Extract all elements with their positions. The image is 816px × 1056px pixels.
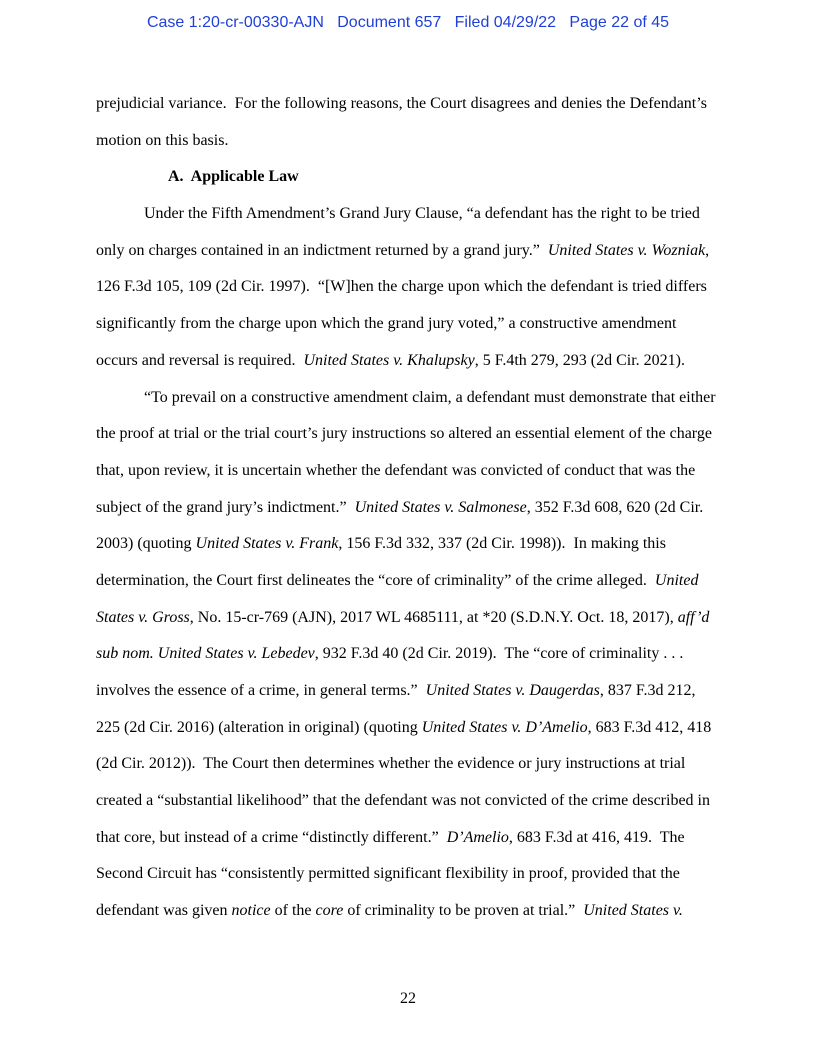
text-run: 225 (2d Cir. 2016) (alteration in original) (quoting: [96, 718, 422, 736]
document-number: Document 657: [337, 14, 442, 31]
text-run: only on charges contained in an indictment returned by a grand jury.”: [96, 241, 548, 259]
body-line: [96, 380, 720, 417]
text-run: (2d Cir. 2012)). The Court then determines whether the evidence or jury instructions at trial: [96, 755, 686, 773]
citation-italic: United States v. Wozniak: [547, 241, 706, 259]
citation-italic: United States v. Salmonese: [354, 498, 527, 516]
citation-italic: sub nom. United States v. Lebedev: [96, 645, 315, 663]
body-line: [96, 233, 720, 270]
body-line: [96, 636, 720, 673]
text-run: Second Circuit has “consistently permitted significant flexibility in proof, provided that the: [96, 865, 680, 883]
body-line: [96, 306, 720, 343]
paragraph-2: [96, 380, 720, 930]
body-line: [96, 453, 720, 490]
document-body: [96, 86, 720, 930]
body-line: [96, 820, 720, 857]
text-run: created a “substantial likelihood” that the defendant was not convicted of the crime described in: [96, 792, 710, 810]
text-run: 126 F.3d 105, 109 (2d Cir. 1997). “[W]hen the charge upon which the defendant is tried differs: [96, 278, 707, 296]
page-number: 22: [400, 990, 416, 1007]
body-line: [96, 856, 720, 893]
body-line: [96, 490, 720, 527]
citation-italic: United States v. Daugerdas: [425, 682, 600, 699]
text-run: , 837 F.3d 212,: [599, 682, 696, 699]
body-line: prejudicial variance. For the following reasons, the Court disagrees and denies the Defendant’s: [96, 95, 707, 112]
text-run: , No. 15-cr-769 (AJN), 2017 WL 4685111, at *20 (S.D.N.Y. Oct. 18, 2017),: [189, 608, 678, 626]
text-run: determination, the Court first delineates the “core of criminality” of the crime alleged.: [96, 571, 655, 589]
body-line: [96, 600, 720, 637]
citation-italic: core: [315, 902, 344, 920]
text-run: involves the essence of a crime, in general terms.”: [96, 682, 426, 699]
body-line: [96, 710, 720, 747]
body-line: [96, 746, 720, 783]
text-run: occurs and reversal is required.: [96, 351, 304, 369]
text-run: “To prevail on a constructive amendment claim, a defendant must demonstrate that either: [144, 388, 716, 406]
text-run: that core, but instead of a crime “distinctly different.”: [96, 828, 447, 846]
text-run: Under the Fifth Amendment’s Grand Jury Clause, “a defendant has the right to be tried: [144, 205, 700, 223]
citation-italic: D’Amelio: [446, 828, 509, 846]
body-line: motion on this basis.: [96, 131, 229, 149]
text-run: 2003) (quoting: [96, 535, 196, 553]
text-run: , 5 F.4th 279, 293 (2d Cir. 2021).: [474, 351, 685, 369]
text-run: that, upon review, it is uncertain whether the defendant was convicted of conduct that was the: [96, 461, 696, 479]
citation-italic: aff’d: [677, 608, 710, 626]
paragraph-1: [96, 196, 720, 379]
text-run: defendant was given: [96, 902, 232, 920]
text-run: of criminality to be proven at trial.”: [343, 902, 584, 920]
body-line: [96, 343, 720, 380]
text-run: of the: [270, 902, 316, 920]
case-number: Case 1:20-cr-00330-AJN: [146, 14, 324, 31]
text-run: , 683 F.3d 412, 418: [587, 718, 712, 736]
text-run: , 683 F.3d at 416, 419. The: [508, 828, 685, 846]
body-line: [96, 893, 720, 930]
text-run: , 932 F.3d 40 (2d Cir. 2019). The “core of criminality . . .: [314, 645, 684, 663]
citation-italic: States v. Gross: [96, 608, 190, 626]
case-header: [0, 14, 816, 32]
text-run: significantly from the charge upon which the grand jury voted,” a constructive amendment: [96, 315, 677, 333]
citation-italic: notice: [231, 902, 271, 920]
body-line: [96, 269, 720, 306]
citation-italic: United States v. D’Amelio: [421, 718, 588, 736]
section-heading: A. Applicable Law: [168, 168, 299, 186]
citation-italic: United States v.: [583, 902, 683, 920]
citation-italic: United States v. Khalupsky: [303, 351, 475, 369]
text-run: , 156 F.3d 332, 337 (2d Cir. 1998)). In making this: [338, 535, 666, 553]
body-line: [96, 416, 720, 453]
body-line: [96, 783, 720, 820]
text-run: ,: [705, 241, 710, 259]
filed-date: Filed 04/29/22: [454, 14, 557, 31]
body-line: [96, 563, 720, 600]
text-run: the proof at trial or the trial court’s jury instructions so altered an essential element of the charge: [96, 425, 712, 443]
body-line: [96, 673, 720, 710]
citation-italic: United: [654, 571, 699, 589]
page-indicator: Page 22 of 45: [569, 14, 670, 31]
body-line: [96, 526, 720, 563]
text-run: subject of the grand jury’s indictment.”: [96, 498, 355, 516]
citation-italic: United States v. Frank: [195, 535, 339, 553]
text-run: , 352 F.3d 608, 620 (2d Cir.: [526, 498, 704, 516]
body-line: [96, 196, 720, 233]
